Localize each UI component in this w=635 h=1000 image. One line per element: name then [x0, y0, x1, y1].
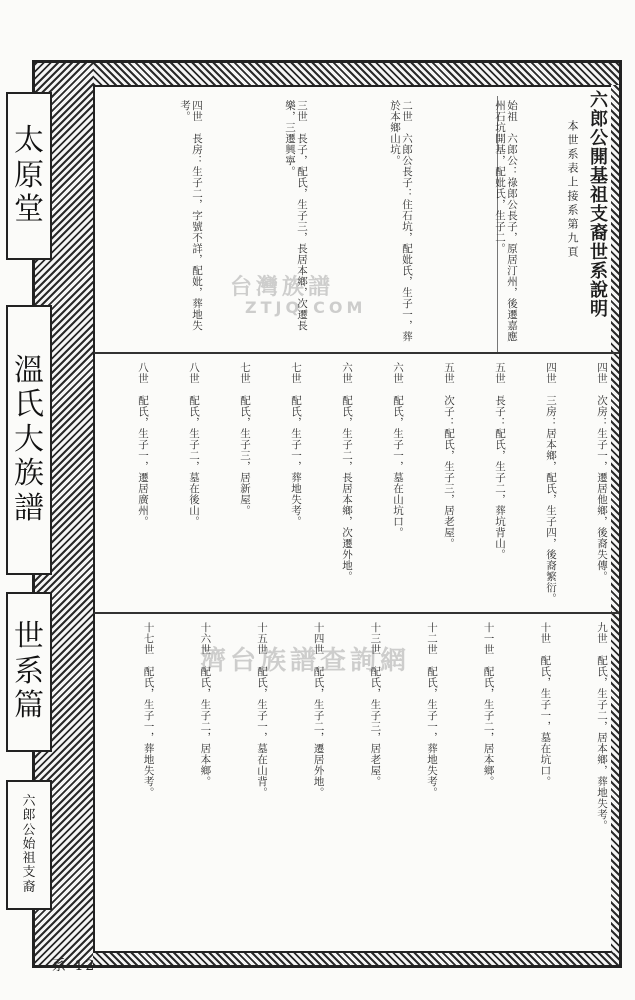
- title-char: 族: [14, 456, 44, 492]
- hall-char: 原: [14, 157, 44, 193]
- bottom-ornamental-border: [93, 951, 619, 965]
- watermark-site: 濟台族譜查詢網: [200, 646, 411, 676]
- page-title: 六郎公開基祖支裔世系說明: [587, 90, 608, 318]
- title-char: 譜: [14, 490, 44, 526]
- genealogy-column: 九世 配氏，生子二，居本鄉，葬地失考。: [595, 622, 608, 831]
- genealogy-column: 八世 配氏，生子二，墓在後山。: [188, 362, 200, 527]
- genealogy-column: 十一世 配氏，生子二，居本鄉。: [482, 622, 495, 787]
- genealogy-title-cartouche: [6, 305, 52, 575]
- genealogy-column: 六世 配氏，生子一，墓在山坑口。: [392, 362, 404, 538]
- watermark-url: ZTJQ.COM: [245, 298, 367, 317]
- genealogy-column: 二世 六郎公長子：住石坑，配妣氏，生子一，葬於本鄉山坑。: [389, 100, 413, 342]
- genealogy-column: 十六世 配氏，生子二，居本鄉。: [199, 622, 212, 787]
- title-char: 大: [14, 421, 44, 457]
- section-cartouche: [6, 592, 52, 752]
- branch-char: 支: [22, 865, 36, 881]
- genealogy-column: 始祖 六郎公：祿郎公長子，原居汀州，後遷嘉應州石坑開基，配妣氏，生子二。: [494, 100, 518, 342]
- branch-char: 裔: [22, 879, 36, 895]
- genealogy-column: 五世 次子：配氏，生子三，居老屋。: [443, 362, 455, 549]
- genealogy-column: 十二世 配氏，生子一，葬地失考。: [425, 622, 438, 798]
- branch-char: 祖: [22, 851, 36, 867]
- branch-char: 郎: [22, 808, 36, 824]
- table-reference: 本世系表上接系第九頁: [566, 120, 579, 260]
- genealogy-column: 六世 配氏，生子二，長居本鄉，次遷外地。: [341, 362, 353, 582]
- genealogy-column: 十三世 配氏，生子三，居老屋。: [369, 622, 382, 787]
- title-char: 溫: [14, 352, 44, 388]
- genealogy-column: 五世 長子：配氏，生子二，葬坑背山。: [494, 362, 506, 560]
- watermark-cn: 台灣族譜: [230, 275, 335, 300]
- branch-cartouche: [6, 780, 52, 910]
- branch-char: 六: [22, 793, 36, 809]
- section-char: 篇: [14, 688, 44, 724]
- branch-char: 公: [22, 822, 36, 838]
- genealogy-column: 四世 次房：生子一，遷居他鄉，後裔失傳。: [596, 362, 608, 582]
- section-divider-upper: [94, 352, 619, 354]
- genealogy-column: 七世 配氏，生子三，居新屋。: [239, 362, 251, 516]
- genealogy-column: 四世 長房：生子二，字號不詳，配妣，葬地失考。: [179, 100, 203, 331]
- title-char: 氏: [14, 387, 44, 423]
- section-char: 系: [14, 653, 44, 689]
- page-number: —系 12—: [36, 958, 113, 974]
- genealogy-column: 四世 三房：居本鄉，配氏，生子四，後裔繁衍。: [545, 362, 557, 604]
- hall-char: 太: [14, 123, 44, 159]
- hall-name-cartouche: [6, 92, 52, 260]
- genealogy-column: 三世 長子，配氏，生子三，長居本鄉，次遷長樂，三遷興寧。: [284, 100, 308, 331]
- genealogy-column: 十世 配氏，生子一，墓在坑口。: [539, 622, 552, 787]
- genealogy-column: 八世 配氏，生子一，遷居廣州。: [137, 362, 149, 527]
- genealogy-column: 十五世 配氏，生子一，墓在山背。: [255, 622, 268, 798]
- genealogy-column: 七世 配氏，生子一，葬地失考。: [290, 362, 302, 527]
- section-divider-lower: [94, 612, 619, 614]
- hall-char: 堂: [14, 192, 44, 228]
- genealogy-column: 十七世 配氏，生子一，葬地失考。: [142, 622, 155, 798]
- section-char: 世: [14, 619, 44, 655]
- branch-char: 始: [22, 836, 36, 852]
- genealogy-column: 十四世 配氏，生子二，遷居外地。: [312, 622, 325, 798]
